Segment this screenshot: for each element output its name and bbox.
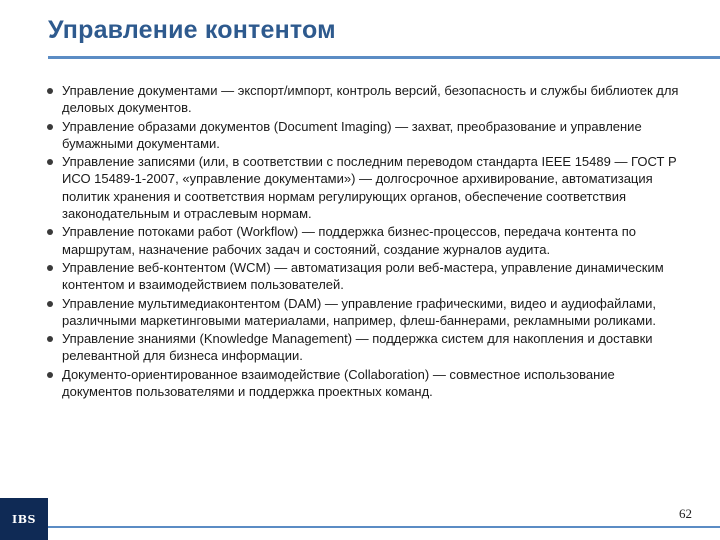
bullet-text: Управление образами документов (Document Imaging) — захват, преобразование и управление бумажными документами. xyxy=(62,118,642,151)
bullet-item xyxy=(44,118,684,153)
bullet-text: Управление документами — экспорт/импорт, контроль версий, безопасность и службы библиотек для деловых документов. xyxy=(62,83,679,116)
bullet-text: Управление мультимедиаконтентом (DAM) — управление графическими, видео и аудиофайлами, различными маркетинговыми материалами, например, флеш-баннерами, рекламными роликами. xyxy=(62,295,656,328)
bullet-dot-icon xyxy=(47,124,53,130)
page-number: 62 xyxy=(679,506,692,521)
title-divider xyxy=(48,56,720,59)
bullet-item xyxy=(44,366,684,401)
bullet-dot-icon xyxy=(47,301,53,307)
bullet-dot-icon xyxy=(47,229,53,235)
bullet-text: Управление потоками работ (Workflow) — поддержка бизнес-процессов, передача контента по маршрутам, назначение рабочих задач и состояний, создание журналов аудита. xyxy=(62,224,636,257)
bullet-dot-icon xyxy=(47,159,53,165)
bullet-text: Управление записями (или, в соответствии с последним переводом стандарта IEEE 15489 — ГОСТ Р ИСО 15489-1-2007, «управление документами») — долгосрочное архивирование, автоматизация политик хранения и соответствия нормам регулирующих органов, обеспечение соответствия законодательным и отраслевым нормам. xyxy=(62,154,677,222)
footer-divider xyxy=(48,526,720,528)
bullet-dot-icon xyxy=(47,336,53,342)
bullet-item xyxy=(44,330,684,365)
bullet-dot-icon xyxy=(47,265,53,271)
bullet-dot-icon xyxy=(47,372,53,378)
bullet-item xyxy=(44,153,684,222)
bullet-item xyxy=(44,295,684,330)
slide-title: Управление контентом xyxy=(48,16,336,44)
bullet-list xyxy=(44,82,684,401)
bullet-item xyxy=(44,223,684,258)
ibs-logo xyxy=(0,498,48,540)
bullet-dot-icon xyxy=(47,88,53,94)
bullet-text: Документо-ориентированное взаимодействие (Collaboration) — совместное использование документов пользователями и поддержка проектных команд. xyxy=(62,366,615,400)
bullet-item xyxy=(44,82,684,117)
bullet-text: Управление веб-контентом (WCM) — автоматизация роли веб-мастера, управление динамическим контентом и взаимодействием пользователей. xyxy=(62,259,664,293)
bullet-item xyxy=(44,259,684,294)
logo-text: IBS xyxy=(12,512,36,526)
bullet-text: Управление знаниями (Knowledge Management) — поддержка систем для накопления и доставки релевантной для бизнеса информации. xyxy=(62,331,653,364)
